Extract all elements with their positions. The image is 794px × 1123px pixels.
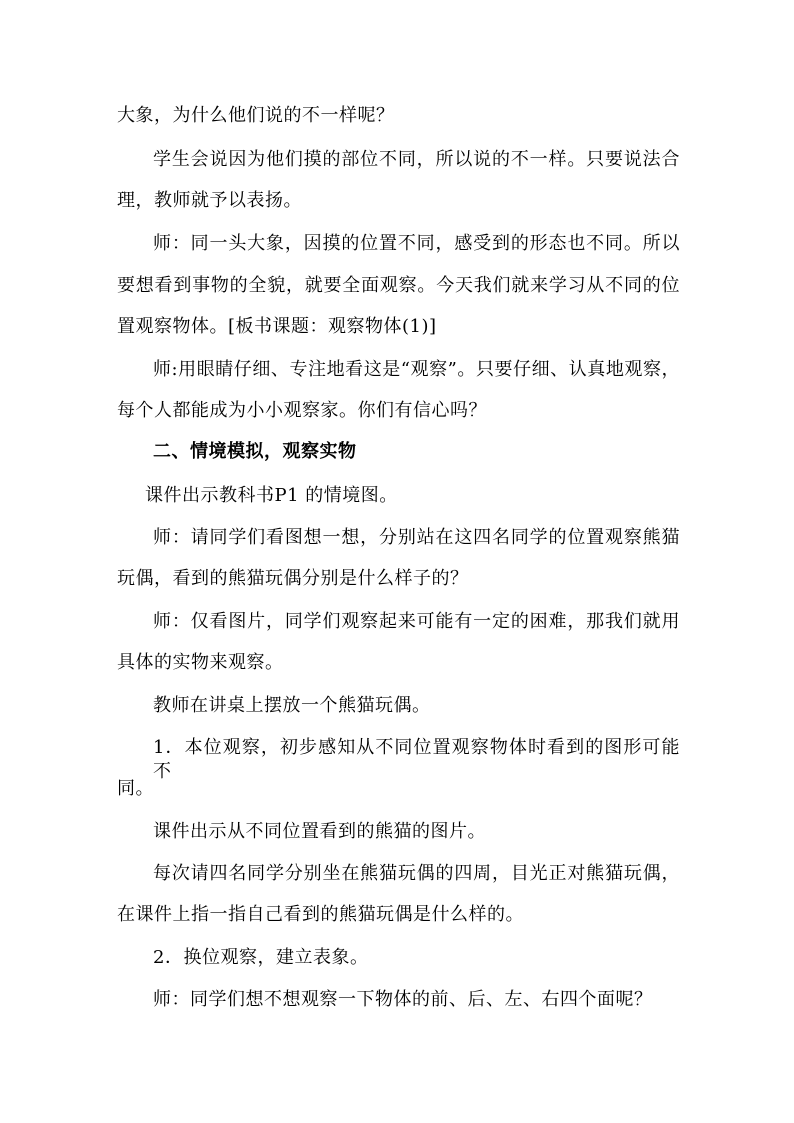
paragraph-line: 师:用眼睛仔细、专注地看这是“观察”。只要仔细、认真地观察， bbox=[153, 359, 680, 380]
paragraph-line: 2．换位观察，建立表象。 bbox=[153, 947, 369, 968]
section-heading: 二、情境模拟，观察实物 bbox=[153, 441, 357, 462]
paragraph-line: 教师在讲桌上摆放一个熊猫玩偶。 bbox=[153, 695, 431, 716]
paragraph-line: 要想看到事物的全貌，就要全面观察。今天我们就来学习从不同的位 bbox=[117, 275, 680, 296]
paragraph-line: 同。 bbox=[117, 778, 154, 799]
paragraph-line: 师：同一头大象，因摸的位置不同，感受到的形态也不同。所以 bbox=[153, 233, 680, 254]
paragraph-line: 理，教师就予以表扬。 bbox=[117, 190, 302, 211]
paragraph-line: 师：请同学们看图想一想，分别站在这四名同学的位置观察熊猫 bbox=[153, 527, 680, 548]
paragraph-line: 课件出示教科书P1 的情境图。 bbox=[145, 485, 398, 506]
paragraph-line: 具体的实物来观察。 bbox=[117, 652, 284, 673]
paragraph-line: 在课件上指一指自己看到的熊猫玩偶是什么样的。 bbox=[117, 904, 524, 925]
paragraph-line: 每次请四名同学分别坐在熊猫玩偶的四周，目光正对熊猫玩偶， bbox=[153, 863, 680, 884]
paragraph-line: 师：仅看图片，同学们观察起来可能有一定的困难，那我们就用 bbox=[153, 611, 680, 632]
paragraph-line: 师：同学们想不想观察一下物体的前、后、左、右四个面呢？ bbox=[153, 989, 653, 1010]
paragraph-line: 学生会说因为他们摸的部位不同，所以说的不一样。只要说法合 bbox=[153, 149, 680, 170]
paragraph-line: 玩偶，看到的熊猫玩偶分别是什么样子的？ bbox=[117, 568, 469, 589]
paragraph-line: 1．本位观察，初步感知从不同位置观察物体时看到的图形可能不 bbox=[153, 737, 680, 782]
paragraph-line: 置观察物体。[板书课题：观察物体(1)] bbox=[117, 316, 437, 337]
paragraph-line: 每个人都能成为小小观察家。你们有信心吗？ bbox=[117, 400, 487, 421]
paragraph-line: 大象，为什么他们说的不一样呢？ bbox=[117, 105, 395, 126]
paragraph-line: 课件出示从不同位置看到的熊猫的图片。 bbox=[153, 821, 486, 842]
